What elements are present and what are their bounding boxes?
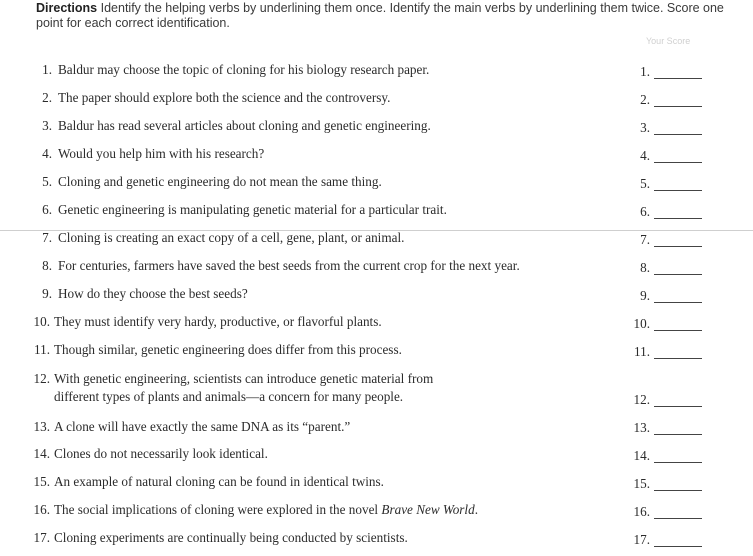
- sentence-number: 2.: [42, 90, 52, 105]
- sentence-text-main: Cloning and genetic engineering do not mean the same thing.: [58, 174, 382, 189]
- score-blank[interactable]: [654, 518, 702, 519]
- score-number: 8.: [640, 260, 650, 275]
- sentence-text: [54, 371, 433, 387]
- score-blank[interactable]: [654, 246, 702, 247]
- sentence-text-main: With genetic engineering, scientists can introduce genetic material from: [54, 371, 434, 386]
- sentence-text: [58, 118, 431, 134]
- score-number: 5.: [640, 176, 650, 191]
- directions-label: Directions: [36, 1, 98, 15]
- sentence-text: [54, 474, 384, 490]
- sentence-text-main: Clones do not necessarily look identical.: [54, 446, 268, 461]
- sentence-number: 8.: [42, 258, 52, 273]
- score-blank[interactable]: [654, 462, 702, 463]
- sentence-number: 1.: [42, 62, 52, 77]
- sentence-text-main: The social implications of cloning were explored in the novel: [54, 502, 382, 517]
- sentence-number: 6.: [42, 202, 52, 217]
- sentence-text: [58, 230, 404, 246]
- sentence-text: [54, 342, 402, 358]
- score-blank[interactable]: [654, 106, 702, 107]
- sentence-text-main: A clone will have exactly the same DNA as its “parent.”: [54, 419, 351, 434]
- sentence-number: 4.: [42, 146, 52, 161]
- score-blank[interactable]: [654, 434, 702, 435]
- sentence-number: 7.: [42, 230, 52, 245]
- sentence-text-main: Cloning experiments are continually being conducted by scientists.: [54, 530, 408, 545]
- score-number: 7.: [640, 232, 650, 247]
- sentence-number: 14.: [33, 446, 50, 461]
- sentence-text-main: Though similar, genetic engineering does differ from this process.: [54, 342, 402, 357]
- score-number: 15.: [633, 476, 650, 491]
- sentence-number: 13.: [33, 419, 50, 434]
- score-number: 9.: [640, 288, 650, 303]
- sentence-text: [54, 502, 478, 518]
- sentence-number: 5.: [42, 174, 52, 189]
- sentence-number: 9.: [42, 286, 52, 301]
- score-number: 3.: [640, 120, 650, 135]
- score-blank[interactable]: [654, 546, 702, 547]
- sentence-number: 17.: [33, 530, 50, 545]
- sentence-text-main: Genetic engineering is manipulating genetic material for a particular trait.: [58, 202, 447, 217]
- your-score-label: Your Score: [646, 36, 691, 46]
- score-blank[interactable]: [654, 274, 702, 275]
- sentence-text: [54, 314, 382, 330]
- sentence-number: 15.: [33, 474, 50, 489]
- sentence-text-main: Baldur has read several articles about cloning and genetic engineering.: [58, 118, 431, 133]
- sentence-text: [58, 174, 382, 190]
- score-number: 6.: [640, 204, 650, 219]
- score-number: 2.: [640, 92, 650, 107]
- sentence-number: 12.: [33, 371, 50, 386]
- score-blank[interactable]: [654, 302, 702, 303]
- score-number: 10.: [633, 316, 650, 331]
- sentence-text: [54, 530, 408, 546]
- score-number: 17.: [633, 532, 650, 547]
- sentence-text: [58, 90, 390, 106]
- score-blank[interactable]: [654, 218, 702, 219]
- score-number: 13.: [633, 420, 650, 435]
- sentence-text-main: An example of natural cloning can be found in identical twins.: [54, 474, 384, 489]
- sentence-text-main: For centuries, farmers have saved the best seeds from the current crop for the next year.: [58, 258, 520, 273]
- directions-text: Identify the helping verbs by underlining them once. Identify the main verbs by underlining them twice. Score one point for each correct identification.: [36, 1, 724, 30]
- sentence-text: [58, 62, 429, 78]
- score-blank[interactable]: [654, 490, 702, 491]
- score-number: 11.: [634, 344, 650, 359]
- sentence-text: [58, 286, 248, 302]
- sentence-text-line2: different types of plants and animals—a concern for many people.: [54, 389, 404, 404]
- sentence-text: [58, 146, 264, 162]
- sentence-text-main: Would you help him with his research?: [58, 146, 265, 161]
- sentence-number: 11.: [34, 342, 50, 357]
- sentence-text-main: Baldur may choose the topic of cloning for his biology research paper.: [58, 62, 430, 77]
- score-number: 1.: [640, 64, 650, 79]
- sentence-text: [58, 202, 447, 218]
- sentence-text-end: .: [474, 502, 478, 517]
- score-blank[interactable]: [654, 406, 702, 407]
- sentence-text: [54, 419, 350, 435]
- score-blank[interactable]: [654, 358, 702, 359]
- score-number: 12.: [633, 392, 650, 407]
- sentence-number: 16.: [33, 502, 50, 517]
- sentence-number: 3.: [42, 118, 52, 133]
- score-blank[interactable]: [654, 190, 702, 191]
- novel-title: Brave New World: [381, 502, 475, 517]
- sentence-text: [58, 258, 520, 274]
- score-number: 14.: [633, 448, 650, 463]
- score-blank[interactable]: [654, 330, 702, 331]
- sentence-text: [54, 446, 268, 462]
- directions-paragraph: [36, 1, 726, 31]
- sentence-text-main: They must identify very hardy, productive, or flavorful plants.: [54, 314, 382, 329]
- sentence-text-main: Cloning is creating an exact copy of a cell, gene, plant, or animal.: [58, 230, 405, 245]
- score-number: 4.: [640, 148, 650, 163]
- sentence-text-main: How do they choose the best seeds?: [58, 286, 248, 301]
- score-blank[interactable]: [654, 78, 702, 79]
- sentence-number: 10.: [33, 314, 50, 329]
- score-blank[interactable]: [654, 134, 702, 135]
- sentence-text-main: The paper should explore both the science and the controversy.: [58, 90, 391, 105]
- score-blank[interactable]: [654, 162, 702, 163]
- score-number: 16.: [633, 504, 650, 519]
